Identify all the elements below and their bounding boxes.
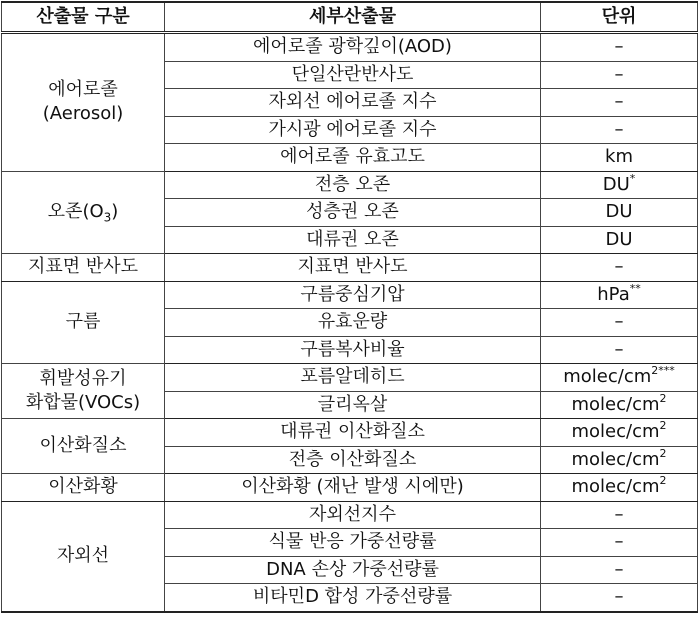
category-label-subscript: 3 [103,210,112,225]
unit-cell [541,419,698,447]
detail-cell: 이산화황 (재난 발생 시에만) [165,474,541,502]
detail-cell: 포름알데히드 [165,364,541,392]
unit-cell: DU [541,199,698,227]
unit-cell [541,364,698,392]
detail-cell: 자외선 에어로졸 지수 [165,89,541,117]
category-so2: 이산화황 [2,474,165,502]
category-ozone [2,171,165,254]
unit-cell: – [541,336,698,364]
table-row [2,281,698,309]
category-no2: 이산화질소 [2,419,165,474]
unit-cell: – [541,33,698,62]
category-label-line2: 화합물(VOCs) [25,392,141,413]
table-row [2,419,698,447]
unit-text: molec/cm [571,476,660,498]
unit-text: molec/cm [571,393,660,415]
unit-text: molec/cm [571,448,660,470]
unit-cell [541,474,698,502]
category-uv: 자외선 [2,501,165,612]
table-row [2,254,698,282]
table-row [2,474,698,502]
unit-cell: – [541,501,698,529]
detail-cell: DNA 손상 가중선량률 [165,556,541,584]
table-row [2,33,698,62]
header-unit: 단위 [541,2,698,33]
unit-cell: – [541,584,698,612]
category-label: 에어로졸 [48,79,118,101]
category-label-close: ) [111,201,119,223]
unit-cell: – [541,556,698,584]
unit-superscript: 2 [659,446,667,460]
unit-superscript: 2 [659,391,667,405]
detail-cell: 식물 반응 가중선량률 [165,529,541,557]
detail-cell: 유효운량 [165,309,541,337]
detail-cell: 에어로졸 유효고도 [165,144,541,172]
detail-cell: 비타민D 합성 가중선량률 [165,584,541,612]
unit-cell: – [541,61,698,89]
header-row [2,2,698,33]
category-label: 오존(O [47,201,104,223]
unit-text: hPa [597,283,630,305]
category-cloud: 구름 [2,281,165,364]
footnote-mark: ** [629,281,641,295]
unit-cell: DU [541,226,698,254]
detail-cell: 자외선지수 [165,501,541,529]
unit-cell: – [541,529,698,557]
unit-text: molec/cm [563,366,652,388]
unit-superscript: 2 [659,419,667,433]
table-row [2,501,698,529]
unit-superscript: 2*** [651,364,675,378]
detail-cell: 대류권 오존 [165,226,541,254]
products-table [1,1,698,613]
unit-superscript: 2 [659,474,667,488]
unit-cell [541,391,698,419]
detail-cell: 구름복사비율 [165,336,541,364]
detail-cell: 성층권 오존 [165,199,541,227]
category-aerosol [2,33,165,172]
unit-cell: km [541,144,698,172]
unit-text: DU [602,173,630,195]
detail-cell: 구름중심기압 [165,281,541,309]
detail-cell: 지표면 반사도 [165,254,541,282]
header-detail: 세부산출물 [165,2,541,33]
unit-cell: – [541,89,698,117]
unit-cell [541,281,698,309]
unit-cell: – [541,254,698,282]
detail-cell: 에어로졸 광학깊이(AOD) [165,33,541,62]
header-category: 산출물 구분 [2,2,165,33]
detail-cell: 대류권 이산화질소 [165,419,541,447]
table-row [2,171,698,199]
table-row [2,364,698,392]
unit-cell: – [541,116,698,144]
footnote-mark: * [629,171,636,185]
unit-cell [541,171,698,199]
detail-cell: 글리옥살 [165,391,541,419]
unit-text: molec/cm [571,421,660,443]
category-label: 휘발성유기 [39,368,127,389]
detail-cell: 전층 이산화질소 [165,446,541,474]
detail-cell: 단일산란반사도 [165,61,541,89]
unit-cell [541,446,698,474]
category-label-en: (Aerosol) [42,103,124,125]
detail-cell: 전층 오존 [165,171,541,199]
unit-cell: – [541,309,698,337]
detail-cell: 가시광 에어로졸 지수 [165,116,541,144]
category-surface: 지표면 반사도 [2,254,165,282]
category-voc [2,364,165,419]
